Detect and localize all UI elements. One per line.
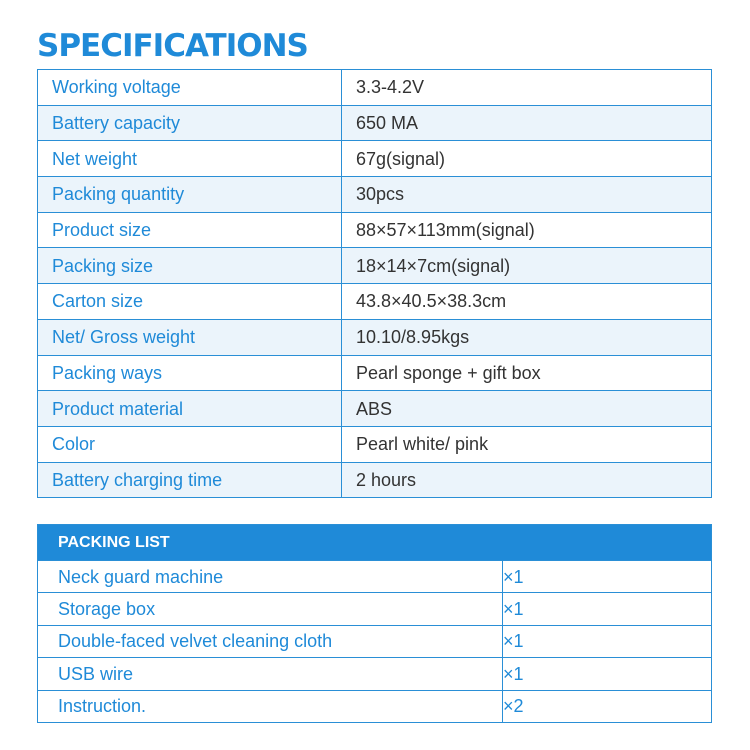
spec-label: Working voltage — [38, 70, 342, 106]
table-row — [38, 690, 712, 722]
spec-label: Carton size — [38, 284, 342, 320]
packing-item-qty: ×1 — [503, 658, 712, 690]
packing-list-table — [37, 524, 712, 723]
table-row — [38, 177, 712, 213]
table-row — [38, 105, 712, 141]
table-row — [38, 248, 712, 284]
spec-label: Product material — [38, 391, 342, 427]
packing-item-name: Instruction. — [38, 690, 503, 722]
spec-label: Battery capacity — [38, 105, 342, 141]
table-row — [38, 355, 712, 391]
spec-value: Pearl white/ pink — [342, 426, 712, 462]
table-row — [38, 426, 712, 462]
table-row — [38, 462, 712, 498]
spec-value: 43.8×40.5×38.3cm — [342, 284, 712, 320]
table-row — [38, 391, 712, 427]
spec-label: Net/ Gross weight — [38, 319, 342, 355]
packing-item-name: Neck guard machine — [38, 561, 503, 593]
spec-label: Color — [38, 426, 342, 462]
packing-item-name: USB wire — [38, 658, 503, 690]
table-row — [38, 625, 712, 657]
packing-item-qty: ×1 — [503, 593, 712, 625]
table-row — [38, 561, 712, 593]
spec-value: 30pcs — [342, 177, 712, 213]
packing-item-qty: ×2 — [503, 690, 712, 722]
spec-label: Net weight — [38, 141, 342, 177]
spec-value: 18×14×7cm(signal) — [342, 248, 712, 284]
packing-list-header: PACKING LIST — [38, 525, 712, 561]
spec-label: Packing size — [38, 248, 342, 284]
spec-value: 650 MA — [342, 105, 712, 141]
table-row — [38, 141, 712, 177]
spec-label: Packing quantity — [38, 177, 342, 213]
spec-value: 88×57×113mm(signal) — [342, 212, 712, 248]
spec-value: 10.10/8.95kgs — [342, 319, 712, 355]
packing-item-qty: ×1 — [503, 561, 712, 593]
spec-value: Pearl sponge + gift box — [342, 355, 712, 391]
spec-label: Battery charging time — [38, 462, 342, 498]
table-row — [38, 284, 712, 320]
spec-label: Packing ways — [38, 355, 342, 391]
packing-item-name: Double-faced velvet cleaning cloth — [38, 625, 503, 657]
table-row — [38, 593, 712, 625]
packing-item-qty: ×1 — [503, 625, 712, 657]
spec-value: ABS — [342, 391, 712, 427]
table-row — [38, 212, 712, 248]
packing-list-header-row — [38, 525, 712, 561]
table-row — [38, 70, 712, 106]
page-title: SPECIFICATIONS — [37, 28, 308, 64]
table-row — [38, 319, 712, 355]
packing-item-name: Storage box — [38, 593, 503, 625]
table-row — [38, 658, 712, 690]
spec-value: 67g(signal) — [342, 141, 712, 177]
specifications-table — [37, 69, 712, 498]
spec-value: 3.3-4.2V — [342, 70, 712, 106]
spec-label: Product size — [38, 212, 342, 248]
spec-value: 2 hours — [342, 462, 712, 498]
